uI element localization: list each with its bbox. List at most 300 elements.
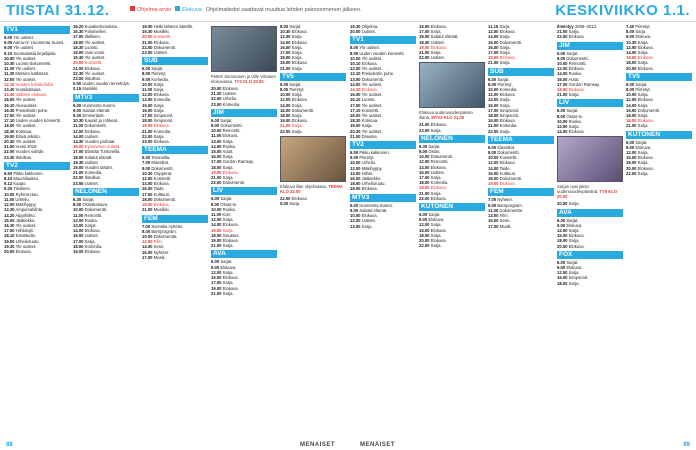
- left-page-number: 88: [6, 442, 13, 448]
- program-title: Elokuva.: [428, 217, 445, 223]
- program-time: 22.00: [73, 175, 84, 181]
- program-title: Yle uutiset.: [15, 123, 37, 129]
- program-time: 12.00: [350, 218, 361, 224]
- program-time: 19.00: [142, 202, 153, 208]
- program-time: 10.00: [4, 191, 15, 197]
- program-title: Elokuva.: [637, 97, 654, 103]
- program-title: Sarja.: [499, 60, 511, 66]
- program-time: 17.00: [419, 29, 430, 35]
- program-title: Komedia.: [222, 101, 241, 107]
- program-time: 19.00: [73, 165, 84, 171]
- program-title: Sarja.: [637, 60, 649, 66]
- program-title: Sarja.: [289, 201, 301, 207]
- program-time: 21.00: [419, 190, 430, 196]
- program-time: 12.00: [350, 165, 361, 171]
- program-time: 10.00: [211, 206, 222, 212]
- program-time: 14.00: [350, 81, 361, 87]
- program-title: Sarja.: [637, 39, 649, 45]
- program-title: Elokuva.: [291, 97, 308, 103]
- program-time: 19.00: [4, 133, 15, 139]
- program-time: 6.00: [211, 196, 220, 202]
- program-time: 23.00: [142, 50, 153, 56]
- program-entry: [626, 123, 692, 128]
- program-time: 21.00: [211, 290, 222, 296]
- program-title: Elokuva.: [566, 222, 583, 228]
- program-title: Vuoden parhaat.: [84, 139, 116, 145]
- program-title: Sarjat.: [151, 66, 164, 72]
- program-title: Elokuva.: [15, 248, 32, 254]
- program-title: Autot.: [568, 76, 580, 82]
- program-time: 19.00: [419, 185, 430, 191]
- program-entry: [488, 129, 554, 134]
- program-title: Valitsen elokuva.: [15, 92, 48, 98]
- program-title: Sarja.: [291, 113, 303, 119]
- program-time: 12.00: [488, 160, 499, 166]
- program-time: 6.00: [350, 202, 359, 208]
- program-time: 17.00: [419, 175, 430, 181]
- program-entry: [280, 129, 346, 134]
- program-time: 19.00: [211, 169, 222, 175]
- right-page: [350, 24, 692, 440]
- program-time: 6.00: [488, 76, 497, 82]
- program-time: 18.00: [142, 118, 153, 124]
- program-title: Yle uutiset.: [15, 76, 37, 82]
- program-time: 8.00: [142, 228, 151, 234]
- program-time: 10.30: [626, 39, 637, 45]
- program-title: Gordon Ramsay.: [568, 81, 600, 87]
- program-time: 10.10: [350, 61, 361, 67]
- program-time: 6.00: [211, 117, 220, 123]
- program-title: Elokuva.: [637, 44, 654, 50]
- program-time: 21.00: [488, 60, 499, 66]
- program-time: 12.00: [626, 44, 637, 50]
- program-time: 6.30: [419, 143, 428, 149]
- program-time: 15.00: [557, 275, 568, 281]
- program-title: Ruoka.: [568, 71, 582, 77]
- program-time: 21.30: [211, 91, 222, 97]
- program-title: Yle uutiset.: [361, 55, 383, 61]
- program-title: Sarja.: [499, 24, 511, 29]
- program-title: Teemailta.: [151, 155, 171, 161]
- program-time: 9.00: [557, 222, 566, 228]
- program-time: 10.00: [557, 118, 568, 124]
- program-title: Sarja.: [568, 238, 580, 244]
- program-title: Urheilu.: [15, 196, 30, 202]
- program-title: Musik.: [499, 223, 512, 229]
- program-time: 17.00: [142, 254, 153, 260]
- program-entry: [488, 224, 554, 229]
- program-entry: [557, 34, 623, 39]
- program-time: 16.00: [73, 144, 84, 150]
- program-time: 15.00: [211, 149, 222, 155]
- program-time: 19.00: [350, 123, 361, 129]
- program-title: Yle uutiset.: [359, 45, 380, 51]
- program-time: 19.00: [419, 44, 430, 50]
- program-time: 19.30: [350, 24, 361, 29]
- program-title: Yle uutiset.: [15, 55, 37, 61]
- program-title: Luonto.: [361, 97, 376, 103]
- program-time: 15.00: [142, 102, 153, 108]
- program-title: Elokuva.: [637, 165, 654, 171]
- program-title: Yle uutiset.: [15, 139, 37, 145]
- program-title: Sarja.: [153, 81, 165, 87]
- program-title: Ostoskanava.: [82, 202, 108, 208]
- program-entry: [626, 66, 692, 71]
- program-time: 17.00: [488, 50, 499, 56]
- program-title: Metsien kätkössä.: [15, 71, 49, 77]
- program-time: 12.00: [419, 222, 430, 228]
- program-time: 18.00: [350, 181, 361, 187]
- program-time: 6.00: [557, 259, 566, 265]
- program-time: 20.00: [626, 65, 637, 71]
- program-title: Elokuva.: [84, 128, 101, 134]
- program-title: Dokumentti.: [291, 107, 314, 113]
- program-time: 12.00: [557, 124, 568, 130]
- program-title: Sarja.: [568, 92, 580, 98]
- program-title: Komedia.: [153, 97, 172, 103]
- program-entry: [419, 196, 485, 201]
- program-time: 9.00: [142, 76, 151, 82]
- program-title: Sarja.: [499, 44, 511, 50]
- program-time: 0.15: [73, 86, 82, 92]
- channel-header: FEM: [488, 188, 554, 196]
- program-title: Remontti.: [430, 159, 449, 165]
- program-title: Sarja.: [637, 150, 649, 156]
- program-title: Sarja.: [291, 92, 303, 98]
- program-entry: [142, 139, 208, 144]
- program-time: 23.30: [4, 154, 15, 160]
- program-time: 17.00: [73, 238, 84, 244]
- program-title: Uuden vuoden konsertti.: [15, 118, 62, 124]
- program-time: 16.00: [626, 55, 637, 61]
- right-column-5: [626, 24, 692, 436]
- program-entry: [73, 249, 139, 254]
- program-title: Piirretyt.: [497, 81, 513, 87]
- program-title: Musiikki.: [153, 29, 170, 35]
- program-title: Sarja.: [568, 124, 580, 130]
- program-title: Konsertti.: [153, 34, 172, 40]
- program-title: Sarjat.: [82, 196, 95, 202]
- caption-time: TV2 KLO 20.00: [234, 79, 264, 84]
- program-time: 14.00: [626, 102, 637, 108]
- program-title: Muumilaakso.: [13, 176, 40, 182]
- program-time: 20.00: [626, 165, 637, 171]
- program-title: Dokumentär.: [153, 233, 178, 239]
- program-title: Huomenta Suomi.: [82, 102, 116, 108]
- program-title: Dokumentti.: [637, 107, 660, 113]
- program-title: Vuoden tähdet.: [84, 165, 113, 171]
- program-title: Elokuva.: [222, 275, 239, 281]
- program-time: 10.00: [142, 81, 153, 87]
- program-time: 10.30: [4, 61, 15, 67]
- program-time: 10.00: [626, 92, 637, 98]
- program-title: Sarja.: [430, 50, 442, 56]
- program-time: 11.00: [73, 123, 84, 129]
- legend-note: Ohjelmatiedot saattavat muuttua lehden painoonmenon jälkeen.: [205, 6, 362, 13]
- program-title: Yle uutiset.: [15, 222, 37, 228]
- channel-header: FEM: [142, 215, 208, 223]
- program-title: Sarja.: [499, 97, 511, 103]
- program-title: Elävä arkisto.: [15, 133, 41, 139]
- program-time: 9.12: [4, 181, 13, 187]
- program-entry: [488, 60, 554, 65]
- channel-header: TV2: [4, 162, 70, 170]
- program-title: Nyheter.: [497, 197, 513, 203]
- program-time: 20.00: [350, 29, 361, 35]
- program-time: 17.00: [280, 50, 291, 56]
- program-title: Hiihto.: [361, 170, 374, 176]
- right-column-2: [419, 24, 485, 436]
- program-title: Sarjat.: [220, 259, 233, 265]
- program-title: Elokuva.: [568, 66, 585, 72]
- program-title: Serie.: [499, 218, 511, 224]
- program-title: Elämää Tuntureilla.: [84, 149, 121, 155]
- program-title: Elokuva.: [291, 39, 308, 45]
- program-title: Yle uutiset.: [84, 70, 106, 76]
- program-title: Sarja.: [291, 102, 303, 108]
- channel-header: JIM: [211, 109, 277, 117]
- program-title: Uutiset.: [153, 50, 168, 56]
- program-title: Simpsonit.: [499, 113, 520, 119]
- program-time: 21.00: [280, 65, 291, 71]
- program-time: 19.00: [557, 87, 568, 93]
- program-time: 14.00: [73, 133, 84, 139]
- program-title: Ostos.: [428, 149, 441, 155]
- program-title: Urheiluruutu.: [361, 181, 386, 187]
- program-title: 2006–2013.: [574, 24, 598, 29]
- program-title: Elokuva.: [153, 181, 170, 187]
- program-title: Ilotulitus.: [84, 76, 102, 82]
- program-time: 8.05: [350, 50, 359, 56]
- program-time: 10.30: [280, 29, 291, 35]
- photo-caption: [557, 184, 623, 199]
- program-title: Sarja.: [222, 290, 234, 296]
- program-time: 17.00: [350, 102, 361, 108]
- program-time: 22.00: [488, 128, 499, 134]
- program-title: Elokuva.: [430, 185, 447, 191]
- program-time: 14.00: [557, 71, 568, 77]
- program-time: 17.00: [211, 159, 222, 165]
- program-title: Musiikki.: [82, 86, 99, 92]
- program-time: 7.00: [142, 223, 151, 229]
- program-entry: [626, 171, 692, 176]
- program-time: 9.00: [488, 202, 497, 208]
- program-title: Sarja.: [222, 164, 234, 170]
- program-time: 17.00: [73, 149, 84, 155]
- program-title: Sarja.: [430, 127, 442, 133]
- program-time: 14.00: [488, 97, 499, 103]
- program-time: 6.00: [626, 81, 635, 87]
- program-title: Uuden vuoden tervehdys.: [82, 81, 131, 87]
- caption-time: MTV3 KLO 21.00: [431, 115, 465, 121]
- program-time: 6.00: [626, 139, 635, 145]
- program-title: Jääkiekko.: [361, 176, 382, 182]
- program-time: 14.00: [280, 102, 291, 108]
- program-time: 18.00: [73, 154, 84, 160]
- program-entry: [4, 249, 70, 254]
- channel-header: LIV: [557, 99, 623, 107]
- program-title: Urheilu.: [361, 160, 377, 166]
- program-time: 21.00: [211, 175, 222, 181]
- program-title: Elokuva.: [291, 29, 308, 35]
- program-time: 0.00: [280, 201, 289, 207]
- program-time: 14.00: [280, 39, 291, 45]
- program-title: Elokuva.: [430, 24, 447, 29]
- program-title: Yle uutiset.: [13, 35, 34, 40]
- program-title: Elokuva.: [222, 238, 239, 244]
- program-title: Yle uutiset.: [84, 39, 106, 45]
- program-title: Salatut elämät.: [430, 34, 459, 40]
- program-title: Piirretyt.: [635, 24, 651, 29]
- program-time: 9.10: [4, 50, 13, 56]
- program-title: Komedia.: [499, 87, 518, 93]
- program-title: Sarja.: [291, 123, 303, 129]
- program-title: Elokuva.: [84, 65, 101, 71]
- program-time: 8.00: [142, 71, 151, 77]
- program-time: 14.00: [488, 34, 499, 40]
- program-title: Elokuva.: [222, 222, 239, 228]
- program-time: 6.00: [142, 155, 151, 161]
- program-title: Emmerdale.: [82, 113, 105, 119]
- program-title: Simpsonit.: [499, 107, 520, 113]
- program-title: Pikku kakkonen.: [359, 150, 390, 156]
- program-time: 8.00: [419, 149, 428, 155]
- program-time: 12.00: [142, 176, 153, 182]
- program-title: Elokuva.: [499, 118, 516, 124]
- program-time: 22.00: [4, 149, 15, 155]
- program-title: Elokuva.: [430, 238, 447, 244]
- program-title: Sarja.: [291, 50, 303, 56]
- program-title: Elokuva.: [499, 55, 516, 61]
- program-title: Simpsonit.: [153, 118, 174, 124]
- program-time: 9.00: [4, 45, 13, 51]
- program-title: Elokuva.: [430, 227, 447, 233]
- program-time: 14.30: [73, 139, 84, 145]
- program-title: Sarjat.: [289, 24, 302, 29]
- program-title: Dokumentti.: [222, 180, 245, 186]
- program-title: Uutiset.: [84, 159, 99, 165]
- program-time: 18.00: [142, 196, 153, 202]
- program-title: Elokuva.: [568, 129, 585, 135]
- program-entry: [419, 128, 485, 133]
- program-title: Sarjat.: [635, 81, 648, 87]
- program-time: 23.00: [211, 101, 222, 107]
- program-title: Musik.: [153, 254, 166, 260]
- program-time: 17.00: [4, 113, 15, 119]
- program-time: 16.00: [350, 176, 361, 182]
- program-title: Elokuva.: [153, 92, 170, 98]
- program-time: 19.30: [73, 55, 84, 61]
- program-time: 14.00: [488, 165, 499, 171]
- program-time: 9.00: [350, 155, 359, 161]
- program-time: 15.00: [488, 218, 499, 224]
- program-time: 6.00: [557, 50, 566, 56]
- program-time: 18.30: [73, 159, 84, 165]
- program-time: 22.00: [419, 243, 430, 249]
- program-time: 14.00: [350, 170, 361, 176]
- program-time: 12.00: [211, 217, 222, 223]
- program-time: 22.00: [211, 96, 222, 102]
- program-title: Sarja.: [222, 175, 234, 181]
- program-title: Elokuva.: [430, 122, 447, 128]
- program-title: Kulttuuri.: [153, 191, 171, 197]
- program-title: Ruoka.: [568, 118, 582, 124]
- program-title: Sarja.: [637, 123, 649, 129]
- program-title: Piirretyt.: [359, 155, 375, 161]
- program-time: 10.00: [4, 55, 15, 61]
- program-time: 12.10: [350, 71, 361, 77]
- right-column-3: [488, 24, 554, 436]
- left-magazine-name: MENAISET: [300, 442, 336, 448]
- program-title: Sarjat.: [566, 50, 579, 56]
- program-time: 12.00: [488, 92, 499, 98]
- program-time: 22.00: [280, 128, 291, 134]
- program-time: 11.15: [488, 24, 499, 29]
- program-title: Musiikki.: [153, 207, 170, 213]
- program-time: 18.30: [4, 128, 15, 134]
- program-title: Sarjat.: [566, 217, 579, 223]
- program-title: Sarja.: [291, 34, 303, 40]
- program-time: 14.00: [211, 222, 222, 228]
- program-time: 9.30: [73, 113, 82, 119]
- caption-time: TEEMA KLO 22.00: [280, 183, 343, 194]
- program-time: 17.00: [142, 191, 153, 197]
- program-time: 22.00: [419, 195, 430, 201]
- channel-header: SUB: [488, 68, 554, 76]
- program-time: 10.30: [142, 170, 153, 176]
- program-time: 17.00: [557, 81, 568, 87]
- program-time: 17.00: [488, 223, 499, 229]
- program-title: Sarja.: [499, 102, 511, 108]
- program-entry: [350, 134, 416, 139]
- program-entry: [419, 243, 485, 248]
- program-time: 21.00: [142, 128, 153, 134]
- program-entry: [350, 186, 416, 191]
- program-time: 12.00: [142, 239, 153, 245]
- program-entry: [211, 243, 277, 248]
- program-title: Yle uutiset.: [84, 55, 106, 61]
- program-entry: [419, 55, 485, 60]
- program-title: Aamu-tv: Huomenta Suomi.: [13, 40, 65, 46]
- program-title: Sarja.: [430, 175, 442, 181]
- program-time: 16.00: [211, 227, 222, 233]
- program-title: Sarjat.: [220, 117, 233, 123]
- program-title: Film.: [153, 239, 163, 245]
- program-title: Sarja.: [153, 133, 165, 139]
- program-title: Sarja.: [430, 190, 442, 196]
- program-title: Salatut elämät.: [359, 207, 388, 213]
- program-title: Uuden vuoden konsertti.: [359, 50, 405, 56]
- left-column-1: [4, 24, 70, 436]
- program-time: 9.00: [73, 107, 82, 113]
- program-title: Klassikot.: [497, 144, 516, 150]
- program-time: 16.30: [4, 107, 15, 113]
- program-entry: [211, 102, 277, 107]
- program-title: Yle uutiset.: [361, 81, 383, 87]
- program-title: Piirretyt.: [151, 71, 167, 77]
- program-title: Huomenta Suomi.: [359, 202, 393, 208]
- program-entry: [350, 224, 416, 229]
- program-title: Konsertti.: [499, 155, 518, 161]
- program-time: 19.00: [73, 248, 84, 254]
- program-entry: [4, 155, 70, 160]
- program-time: 17.00: [4, 228, 15, 234]
- program-title: Uutiset.: [84, 133, 99, 139]
- channel-header: SUB: [142, 57, 208, 65]
- program-title: Sarja.: [637, 160, 649, 166]
- program-title: Komedia.: [153, 128, 172, 134]
- left-column-3: [142, 24, 208, 436]
